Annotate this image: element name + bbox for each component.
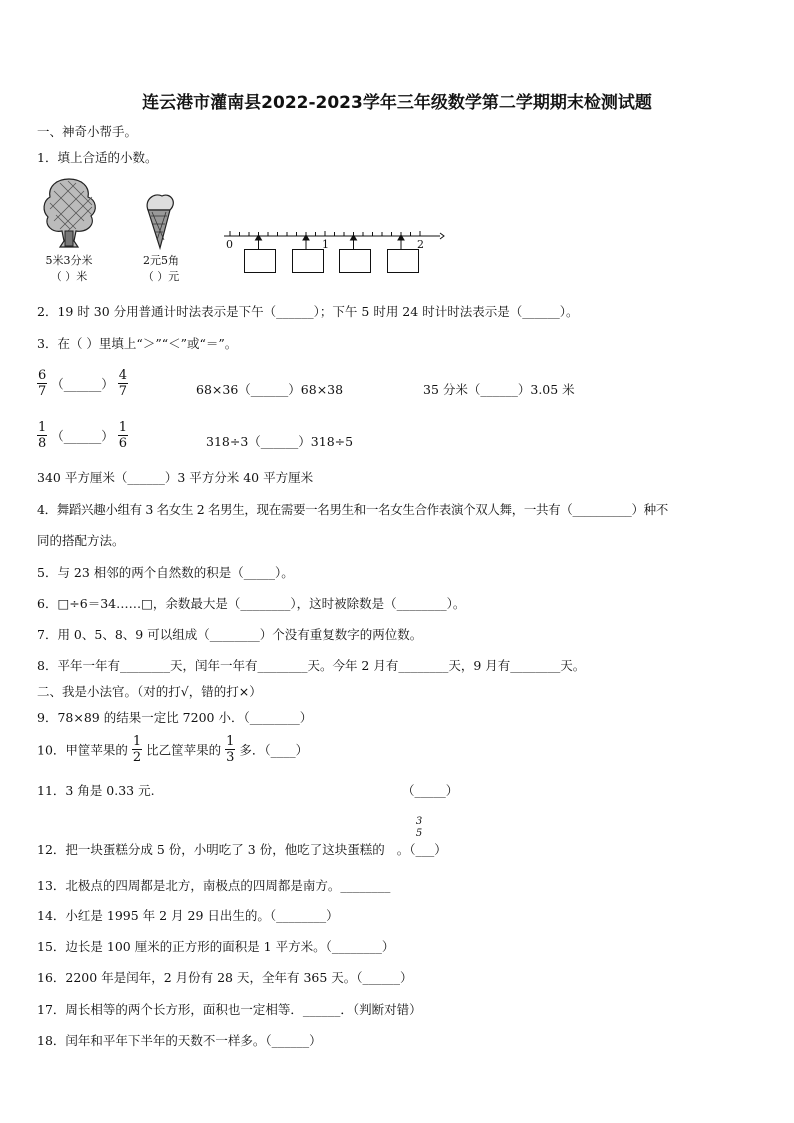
tree-caption: 5米3分米 [45,254,93,267]
question-9: 9．78×89 的结果一定比 7200 小．（________） [37,710,313,725]
fraction-1-6: $\frac{1}{6}$ [118,420,128,451]
question-8: 8．平年一年有________天，闰年一年有________天。今年 2 月有________天，9 月有________天。 [37,658,586,673]
number-line [220,222,445,250]
question-3e: 318÷3（______）318÷5 [206,434,354,449]
question-3f: 340 平方厘米（______）3 平方分米 40 平方厘米 [37,470,314,485]
question-12: 12．把一块蛋糕分成 5 份，小明吃了 3 份，他吃了这块蛋糕的 。（___） [37,842,447,857]
question-4-continued: 同的搭配方法。 [37,533,125,548]
ice-cream-answer-blank: （ ）元 [142,270,180,283]
question-15: 15．边长是 100 厘米的正方形的面积是 1 平方米。（________） [37,939,395,954]
question-3d: $\frac{1}{8}$ （______） $\frac{1}{6}$ [38,420,128,451]
question-3a: $\frac{6}{7}$ （______） $\frac{4}{7}$ [38,368,128,399]
fraction-1-3: $\frac{1}{3}$ [226,734,235,765]
ice-cream-caption: 2元5角 [143,254,179,267]
section-1-heading: 一、神奇小帮手。 [37,124,138,139]
question-18: 18．闰年和平年下半年的天数不一样多。（______） [37,1033,322,1048]
tree-illustration [38,175,100,250]
answer-box-1[interactable] [244,249,276,273]
number-line-arrows [256,235,405,249]
fraction-4-7: $\frac{4}{7}$ [118,368,128,399]
question-11-answer: （_____） [402,783,459,798]
answer-box-3[interactable] [339,249,371,273]
question-7: 7．用 0、5、8、9 可以组成（________）个没有重复数字的两位数。 [37,627,423,642]
number-line-label-1: 1 [322,238,329,251]
answer-box-4[interactable] [387,249,419,273]
tree-answer-blank: （ ）米 [50,270,88,283]
question-2: 2．19 时 30 分用普通计时法表示是下午（______）；下午 5 时用 24 时计时法表示是（______）。 [37,304,579,319]
question-3: 3．在（ ）里填上“＞”“＜”或“＝”。 [37,336,238,351]
answer-box-2[interactable] [292,249,324,273]
question-4: 4．舞蹈兴趣小组有 3 名女生 2 名男生，现在需要一名男生和一名女生合作表演个双人舞，一共有（__________）种不 [37,502,668,517]
question-10: 10．甲筐苹果的 $\frac{1}{2}$ 比乙筐苹果的 $\frac{1}{3}$ 多．（____） [37,734,309,765]
question-16: 16．2200 年是闰年，2 月份有 28 天，全年有 365 天。（______） [37,970,413,985]
question-6: 6．□÷6＝34……□，余数最大是（________），这时被除数是（________）。 [37,596,466,611]
ice-cream-illustration [140,190,180,252]
fraction-1-8: $\frac{1}{8}$ [38,420,47,451]
section-2-heading: 二、我是小法官。（对的打√，错的打×） [37,684,262,699]
number-line-label-0: 0 [226,238,233,251]
fraction-6-7: $\frac{6}{7}$ [38,368,47,399]
question-13: 13．北极点的四周都是北方，南极点的四周都是南方。________ [37,878,391,893]
question-3c: 35 分米（______）3.05 米 [423,382,575,397]
question-11: 11．3 角是 0.33 元. [37,783,155,798]
page-title: 连云港市灌南县2022-2023学年三年级数学第二学期期末检测试题 [142,93,652,113]
question-5: 5．与 23 相邻的两个自然数的积是（_____）。 [37,565,294,580]
question-14: 14．小红是 1995 年 2 月 29 日出生的。（________） [37,908,339,923]
number-line-label-2: 2 [417,238,424,251]
question-1: 1．填上合适的小数。 [37,150,158,165]
fraction-1-2: $\frac{1}{2}$ [132,734,142,765]
fraction-3-5-small: 3 5 [415,816,423,839]
question-17: 17．周长相等的两个长方形，面积也一定相等．______．（判断对错） [37,1002,422,1017]
question-3b: 68×36（______）68×38 [196,382,344,397]
